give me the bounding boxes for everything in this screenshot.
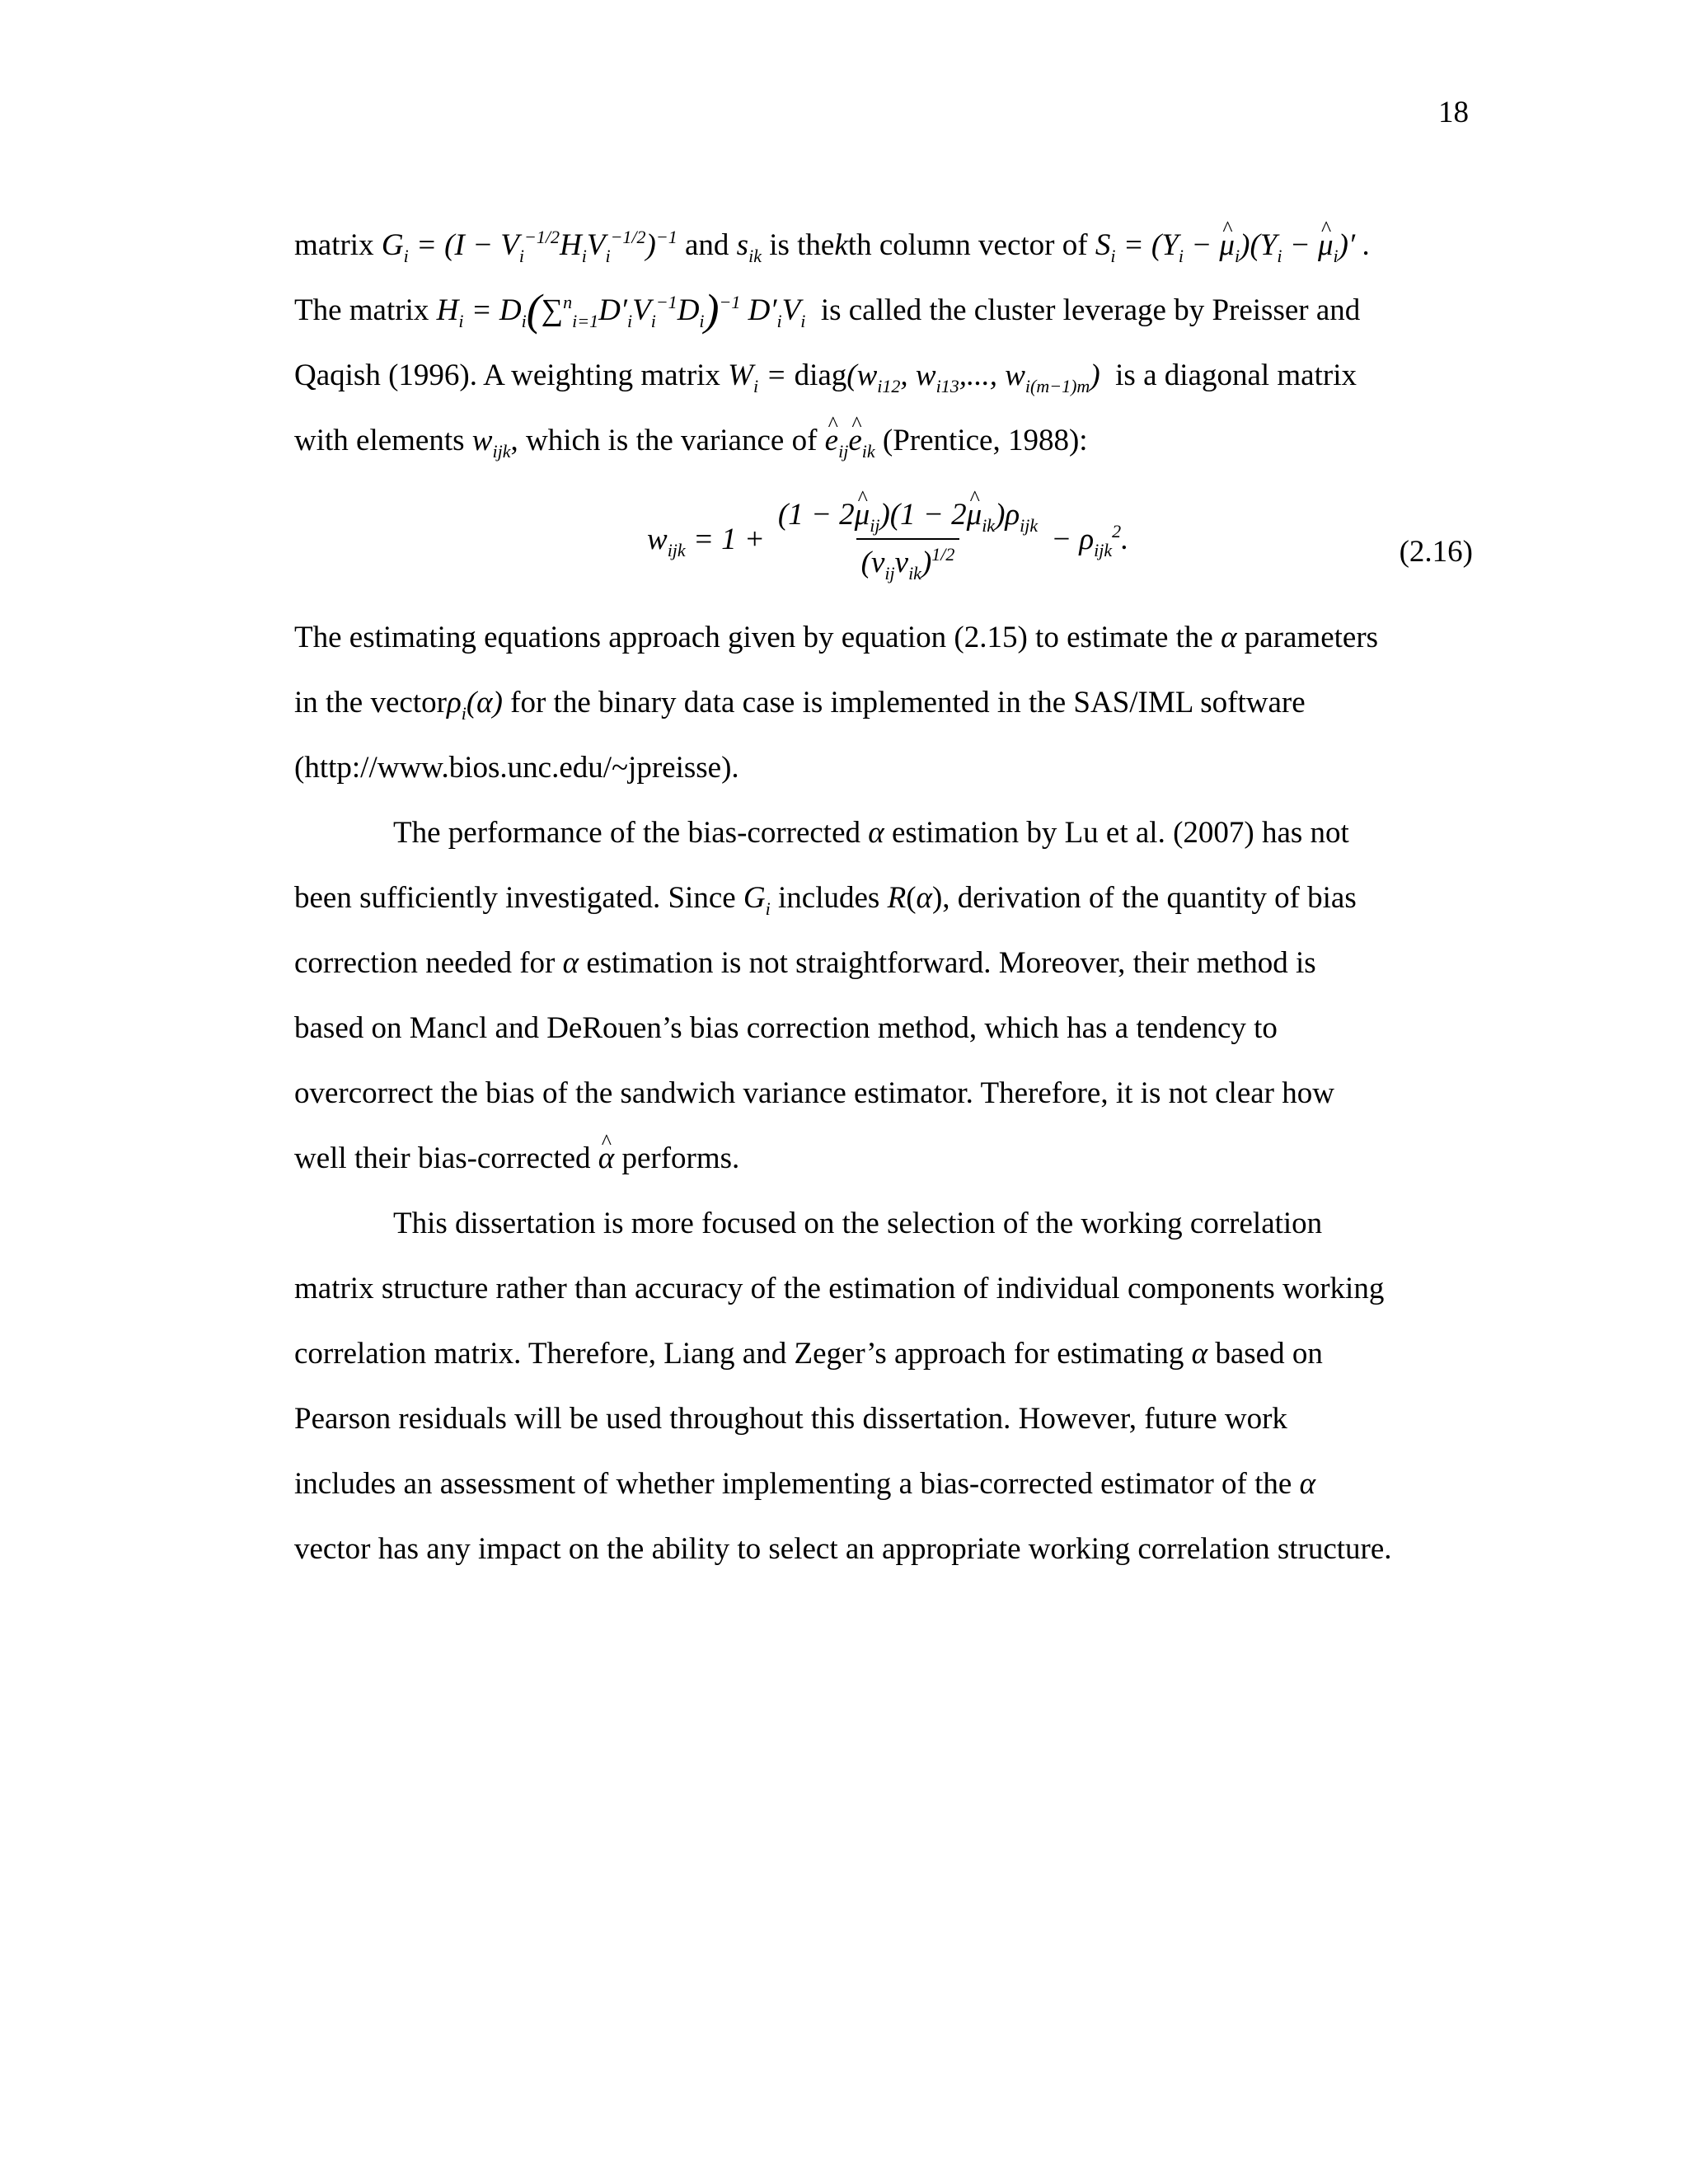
paragraph-1-line-4: with elements $w_{ijk}$, which is the variance of ^ $e_{ij}\^{}$ $e_{ik}$ (Prentice, 1988): xyxy=(294,408,1473,473)
url-text: (http://www.bios.unc.edu/~jpreisse). xyxy=(294,751,739,785)
paragraph-1-line-1: matrix $G_i = (I - V_i^{-1/2}H_iV_i^{-1/2})^{-1}$ and $s_{ik}$ is thekth column vector of $S_i = (Y_i$ − ^ $\mu_i)(Y_i$ − ^ $\mu_i)'$ . xyxy=(294,213,1473,278)
formula-w-ijk: $w_{ijk}$ xyxy=(471,424,511,462)
body-text xyxy=(294,213,1473,1582)
paragraph-4-line-3: correlation matrix. Therefore, Liang and Zeger’s approach for estimating α based on xyxy=(294,1337,1323,1371)
paragraph-1-line-3: Qaqish (1996). A weighting matrix $W_i$ = $diag(w_{i12}$, $w_{i13}$,..., $w_{i(m-1)m}$) is a diagonal matrix xyxy=(294,359,1357,396)
formula-s-ik: $s_{ik}$ xyxy=(736,228,762,266)
paragraph-2-line-3 xyxy=(294,735,1473,800)
paragraph-4-line-6: vector has any impact on the ability to select an appropriate working correlation structure. xyxy=(294,1532,1392,1566)
formula-S: $S_i = (Y_i$ − ^ $\mu_i)(Y_i$ − ^ $\mu_i)'$ . xyxy=(1095,228,1371,262)
paragraph-3-line-2: been sufficiently investigated. Since $G_i$ includes R(α), derivation of the quantity of bias xyxy=(294,881,1357,919)
equation-2-16: $w_{ijk} = 1$ + $\frac{(1 - 2\^{} \mu_{ij})(1 - 2\^{} \mu_{ik})\rho_{ijk}}{(v_{ij}v_{ik})^{1/2}}$ − $\rho_{ijk}^2$. xyxy=(647,490,1128,588)
paragraph-2-line-2: in the vectorρ$_i$(α) for the binary data case is implemented in the SAS/IML software xyxy=(294,686,1306,724)
equation-fraction: $\frac{(1 - 2\^{} \mu_{ij})(1 - 2\^{} \mu_{ik})\rho_{ijk}}{(v_{ij}v_{ik})^{1/2}}$ xyxy=(773,497,1043,581)
formula-H: $H_i = D_i(\sum^n_{i=1}D'_iV_i^{-1}D_i)^{-1}$ $D'_iV_i$ xyxy=(436,285,806,335)
display-equation xyxy=(294,473,1473,605)
paragraph-3-line-3: correction needed for α estimation is not straightforward. Moreover, their method is xyxy=(294,946,1316,980)
formula-G: $G_i = (I - V_i^{-1/2}H_iV_i^{-1/2})^{-1}$ xyxy=(381,227,678,266)
paragraph-2-line-1: The estimating equations approach given by equation (2.15) to estimate the α parameters xyxy=(294,621,1379,654)
formula-e-hat: ^ $e_{ij}\^{}$ $e_{ik}$ xyxy=(825,424,875,457)
paragraph-1-line-2: The matrix $H_i = D_i(\sum^n_{i=1}D'_iV_i^{-1}D_i)^{-1}$ $D'_iV_i$ is called the cluster leverage by Preisser and xyxy=(294,285,1361,335)
paragraph-3-line-6: well their bias-corrected ^ α performs. xyxy=(294,1126,1473,1191)
paragraph-4-line-5: includes an assessment of whether implementing a bias-corrected estimator of the α xyxy=(294,1467,1315,1501)
page-number: 18 xyxy=(1438,96,1469,129)
paragraph-3-line-5: overcorrect the bias of the sandwich variance estimator. Therefore, it is not clear how xyxy=(294,1076,1334,1110)
paragraph-3-line-4: based on Mancl and DeRouen’s bias correction method, which has a tendency to xyxy=(294,1011,1278,1045)
paragraph-4-line-2: matrix structure rather than accuracy of the estimation of individual components working xyxy=(294,1272,1385,1305)
paragraph-3-line-1: The performance of the bias-corrected α estimation by Lu et al. (2007) has not xyxy=(393,816,1349,850)
equation-number: (2.16) xyxy=(1399,535,1473,569)
paragraph-4-line-1: This dissertation is more focused on the selection of the working correlation xyxy=(393,1207,1323,1240)
formula-W: $W_i$ = $diag(w_{i12}$, $w_{i13}$,..., $w_{i(m-1)m}$) xyxy=(728,359,1100,396)
paragraph-4-line-4: Pearson residuals will be used throughout this dissertation. However, future work xyxy=(294,1402,1287,1436)
